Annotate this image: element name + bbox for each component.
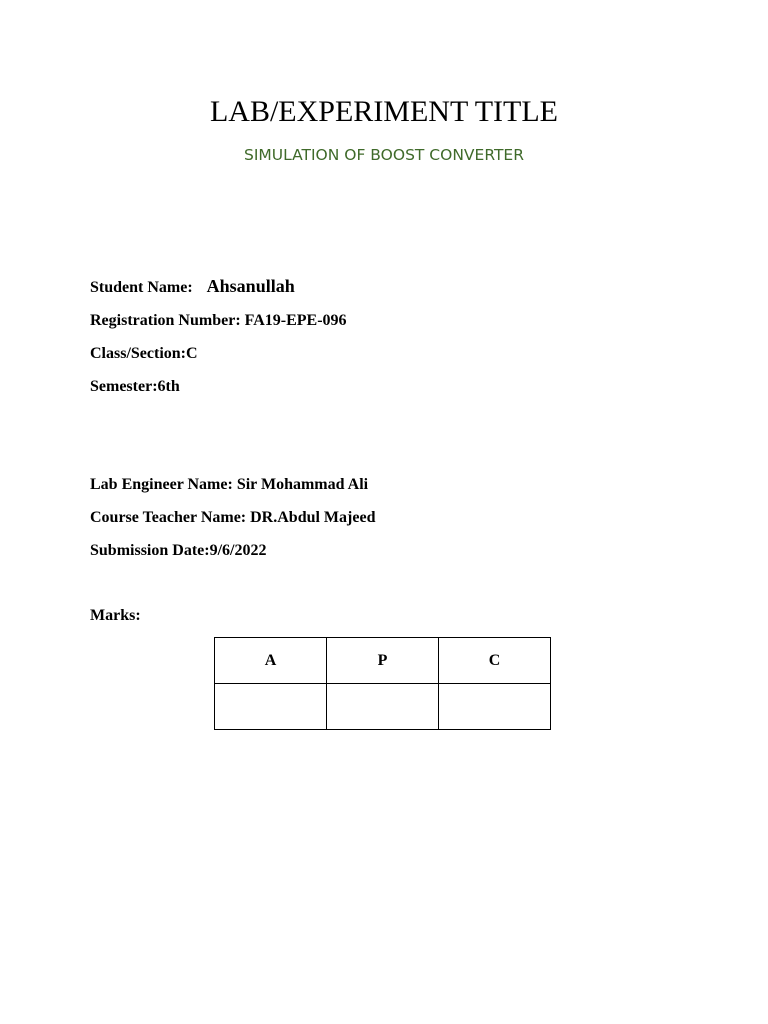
lab-title: LAB/EXPERIMENT TITLE bbox=[209, 95, 559, 128]
student-name-label: Student Name: bbox=[90, 279, 193, 296]
student-name-value: Ahsanullah bbox=[206, 276, 295, 296]
course-teacher-name: Course Teacher Name: DR.Abdul Majeed bbox=[90, 509, 376, 526]
marks-header-c: C bbox=[439, 638, 551, 684]
semester: Semester:6th bbox=[90, 378, 180, 395]
experiment-subtitle: SIMULATION OF BOOST CONVERTER bbox=[243, 146, 524, 164]
marks-value-c bbox=[439, 684, 551, 730]
marks-table bbox=[214, 637, 551, 730]
marks-value-p bbox=[327, 684, 439, 730]
student-name-field bbox=[90, 276, 295, 298]
class-section: Class/Section:C bbox=[90, 345, 198, 362]
lab-engineer-name: Lab Engineer Name: Sir Mohammad Ali bbox=[90, 476, 369, 493]
marks-value-row bbox=[215, 684, 551, 730]
marks-label: Marks: bbox=[90, 607, 141, 624]
registration-number: Registration Number: FA19-EPE-096 bbox=[90, 312, 347, 329]
marks-header-row bbox=[215, 638, 551, 684]
marks-header-a: A bbox=[215, 638, 327, 684]
submission-date: Submission Date:9/6/2022 bbox=[90, 542, 267, 559]
marks-header-p: P bbox=[327, 638, 439, 684]
marks-value-a bbox=[215, 684, 327, 730]
